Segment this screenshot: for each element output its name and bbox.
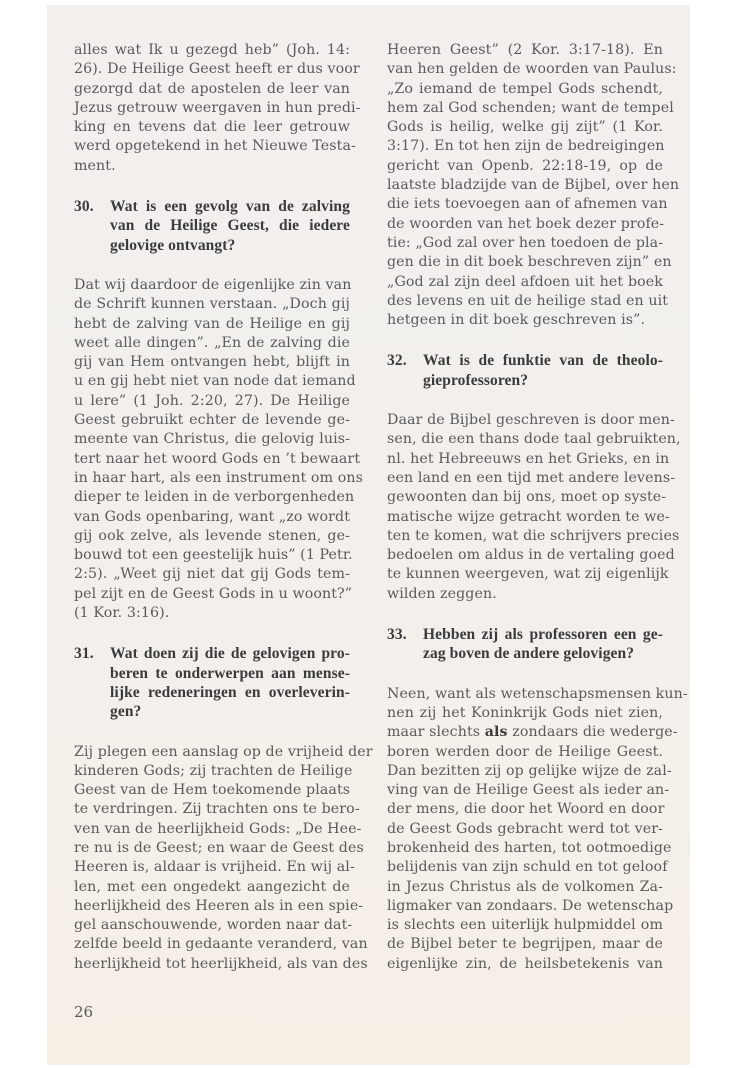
text-line: (1 Kor. 3:16). bbox=[74, 605, 170, 622]
text-line: de Geest Gods gebracht werd tot ver- bbox=[387, 820, 663, 837]
text-line: 2:5). „Weet gij niet dat gij Gods tem- bbox=[74, 566, 350, 583]
text-line: hem zal God schenden; want de tempel bbox=[387, 99, 674, 116]
text-line: bedoelen om aldus in de vertaling goed bbox=[387, 547, 675, 564]
text-line: len, met een ongedekt aangezicht de bbox=[74, 878, 350, 895]
text-line: nl. het Hebreeuws en het Grieks, en in bbox=[387, 450, 670, 467]
text-line: Geest gebruikt echter de levende ge- bbox=[74, 412, 350, 429]
text-line: hetgeen in dit boek geschreven is”. bbox=[387, 312, 646, 329]
text-line: is slechts een uiterlijk hulpmiddel om bbox=[387, 917, 663, 934]
answer-31-paragraph bbox=[74, 743, 373, 975]
answer-30-paragraph bbox=[74, 276, 363, 623]
text-line: „Zo iemand de tempel Gods schendt, bbox=[387, 80, 663, 97]
text-line: Neen, want als wetenschapsmensen kun- bbox=[387, 685, 688, 702]
answer-32-paragraph bbox=[387, 411, 681, 604]
emphasis-text: als bbox=[484, 724, 508, 741]
text-line: dieper te leiden in de verborgenheden bbox=[74, 489, 355, 506]
question-number: 33. bbox=[387, 626, 407, 644]
text-line: in Jezus Christus als de volkomen Za- bbox=[387, 878, 663, 895]
text-line: in haar hart, als een instrument om ons bbox=[74, 469, 363, 486]
text-line: van Gods openbaring, want „zo wordt bbox=[74, 508, 350, 525]
text-line: de Bijbel beter te begrijpen, maar de bbox=[387, 936, 663, 953]
text-line: nen zij het Koninkrijk Gods niet zien, bbox=[387, 704, 663, 721]
left-column bbox=[74, 41, 373, 974]
text-line: gen die in dit boek beschreven zijn” en bbox=[387, 254, 672, 271]
text-line: de Schrift kunnen verstaan. „Doch gij bbox=[74, 296, 350, 313]
text-line: Wat is de funktie van de theolo- bbox=[423, 352, 663, 370]
text-line: gel aanschouwende, worden naar dat- bbox=[74, 917, 353, 934]
text-line: matische wijze getracht worden te we- bbox=[387, 508, 670, 525]
question-number: 30. bbox=[74, 198, 94, 216]
text-line: Dat wij daardoor de eigenlijke zin van bbox=[74, 276, 352, 293]
text-line: Jezus getrouw weergaven in hun predi- bbox=[74, 99, 361, 116]
text-line: u lere” (1 Joh. 2:20, 27). De Heilige bbox=[74, 392, 350, 409]
text-line: 26). De Heilige Geest heeft er dus voor bbox=[74, 61, 360, 78]
text-line: brokenheid des harten, tot ootmoedige bbox=[387, 839, 672, 856]
text-line: de woorden van het boek dezer profe- bbox=[387, 215, 665, 232]
text-line: van hen gelden de woorden van Paulus: bbox=[387, 61, 677, 78]
book-page bbox=[47, 5, 690, 1065]
text-line: Daar de Bijbel geschreven is door men- bbox=[387, 412, 675, 429]
question-30-heading bbox=[74, 197, 350, 255]
text-line: ligmaker van zondaars. De wetenschap bbox=[387, 897, 674, 914]
text-line: een land en een tijd met andere levens- bbox=[387, 469, 676, 486]
text-line: zag boven de andere gelovigen? bbox=[423, 645, 635, 663]
intro-paragraph bbox=[74, 41, 361, 176]
text-line: alles wat Ik u gezegd heb” (Joh. 14: bbox=[74, 42, 350, 58]
text-line: tert naar het woord Gods en ’t bewaart bbox=[74, 450, 361, 467]
text-line: boren werden door de Heilige Geest. bbox=[387, 743, 663, 760]
text-line: king en tevens dat die leer getrouw bbox=[74, 119, 350, 136]
text-line: gericht van Openb. 22:18-19, op de bbox=[387, 157, 663, 174]
text-line: sen, die een thans dode taal gebruikten, bbox=[387, 431, 681, 448]
text-line: gen? bbox=[110, 703, 142, 721]
text-line: meente van Christus, die gelovig luis- bbox=[74, 431, 350, 448]
text-line: ven van de heerlijkheid Gods: „De Hee- bbox=[74, 820, 362, 837]
text-segment: zondaars die wederge- bbox=[507, 724, 678, 741]
text-line: gewoonten dan bij ons, moet op syste- bbox=[387, 489, 667, 506]
text-line: te verdringen. Zij trachten ons te bero- bbox=[74, 801, 360, 818]
text-line: Wat is een gevolg van de zalving bbox=[110, 198, 350, 216]
text-line: Geest van de Hem toekomende plaats bbox=[74, 782, 351, 799]
text-line: pel zijt en de Geest Gods in u woont?” bbox=[74, 585, 353, 602]
text-line bbox=[387, 723, 678, 742]
text-line: die iets toevoegen aan of afnemen van bbox=[387, 196, 668, 213]
answer-33-paragraph bbox=[387, 685, 688, 974]
text-line: wilden zeggen. bbox=[387, 585, 497, 602]
text-line: laatste bladzijde van de Bijbel, over hen bbox=[387, 177, 680, 194]
text-line: Heeren is, aldaar is vrijheid. En wij al- bbox=[74, 859, 355, 876]
text-segment: maar slechts bbox=[387, 724, 485, 741]
continuation-paragraph bbox=[387, 41, 680, 330]
right-column bbox=[387, 41, 688, 974]
text-line: 3:17). En tot hen zijn de bedreigingen bbox=[387, 138, 665, 155]
text-line: gij van Hem ontvangen hebt, blijft in bbox=[74, 354, 350, 371]
text-line: gieprofessoren? bbox=[423, 371, 529, 389]
text-line: ment. bbox=[74, 157, 116, 174]
text-line: Zij plegen een aanslag op de vrijheid der bbox=[74, 743, 373, 760]
text-line: ving van de Heilige Geest als ieder an- bbox=[387, 782, 670, 799]
text-line: Hebben zij als professoren een ge- bbox=[423, 626, 663, 644]
text-line: Heeren Geest” (2 Kor. 3:17-18). En bbox=[387, 42, 663, 58]
text-line: Dan bezitten zij op gelijke wijze de zal- bbox=[387, 762, 672, 779]
text-line: van de Heilige Geest, die iedere bbox=[110, 217, 350, 235]
text-line: des levens en uit de heilige stad en uit bbox=[387, 292, 669, 309]
text-line: Wat doen zij die de gelovigen pro- bbox=[110, 645, 350, 663]
text-line: eigenlijke zin, de heilsbetekenis van bbox=[387, 955, 663, 972]
question-33-heading bbox=[387, 625, 663, 664]
page-number: 26 bbox=[74, 1003, 94, 1021]
text-line: Gods is heilig, welke gij zijt” (1 Kor. bbox=[387, 119, 663, 136]
text-line: te kunnen weergeven, wat zij eigenlijk bbox=[387, 566, 669, 583]
question-number: 32. bbox=[387, 352, 407, 370]
text-line: ten te komen, wat die schrijvers precies bbox=[387, 527, 680, 544]
question-31-heading bbox=[74, 644, 350, 721]
text-line: heerlijkheid tot heerlijkheid, als van des bbox=[74, 955, 368, 972]
text-line: weet alle dingen”. „En de zalving die bbox=[74, 334, 350, 351]
text-line: u en gij hebt niet van node dat iemand bbox=[74, 373, 356, 390]
text-line: der mens, die door het Woord en door bbox=[387, 801, 665, 818]
text-line: „God zal zijn deel afdoen uit het boek bbox=[387, 273, 663, 290]
text-line: belijdenis van zijn schuld en tot geloof bbox=[387, 859, 668, 876]
text-line: lijke redeneringen en overleverin- bbox=[110, 683, 350, 701]
question-32-heading bbox=[387, 351, 663, 390]
text-line: werd opgetekend in het Nieuwe Testa- bbox=[74, 138, 356, 155]
text-line: zelfde beeld in gedaante veranderd, van bbox=[74, 936, 368, 953]
text-line: re nu is de Geest; en waar de Geest des bbox=[74, 839, 364, 856]
text-line: kinderen Gods; zij trachten de Heilige bbox=[74, 762, 353, 779]
text-line: gij ook zelve, als levende stenen, ge- bbox=[74, 527, 350, 544]
text-line: gelovige ontvangt? bbox=[110, 236, 236, 254]
text-line: tie: „God zal over hen toedoen de pla- bbox=[387, 234, 664, 251]
question-number: 31. bbox=[74, 645, 94, 663]
text-line: hebt de zalving van de Heilige en gij bbox=[74, 315, 350, 332]
text-line: heerlijkheid des Heeren als in een spie- bbox=[74, 897, 364, 914]
text-line: bouwd tot een geestelijk huis” (1 Petr. bbox=[74, 547, 353, 564]
text-line: beren te onderwerpen aan mense- bbox=[110, 664, 350, 682]
text-line: gezorgd dat de apostelen de leer van bbox=[74, 80, 350, 97]
